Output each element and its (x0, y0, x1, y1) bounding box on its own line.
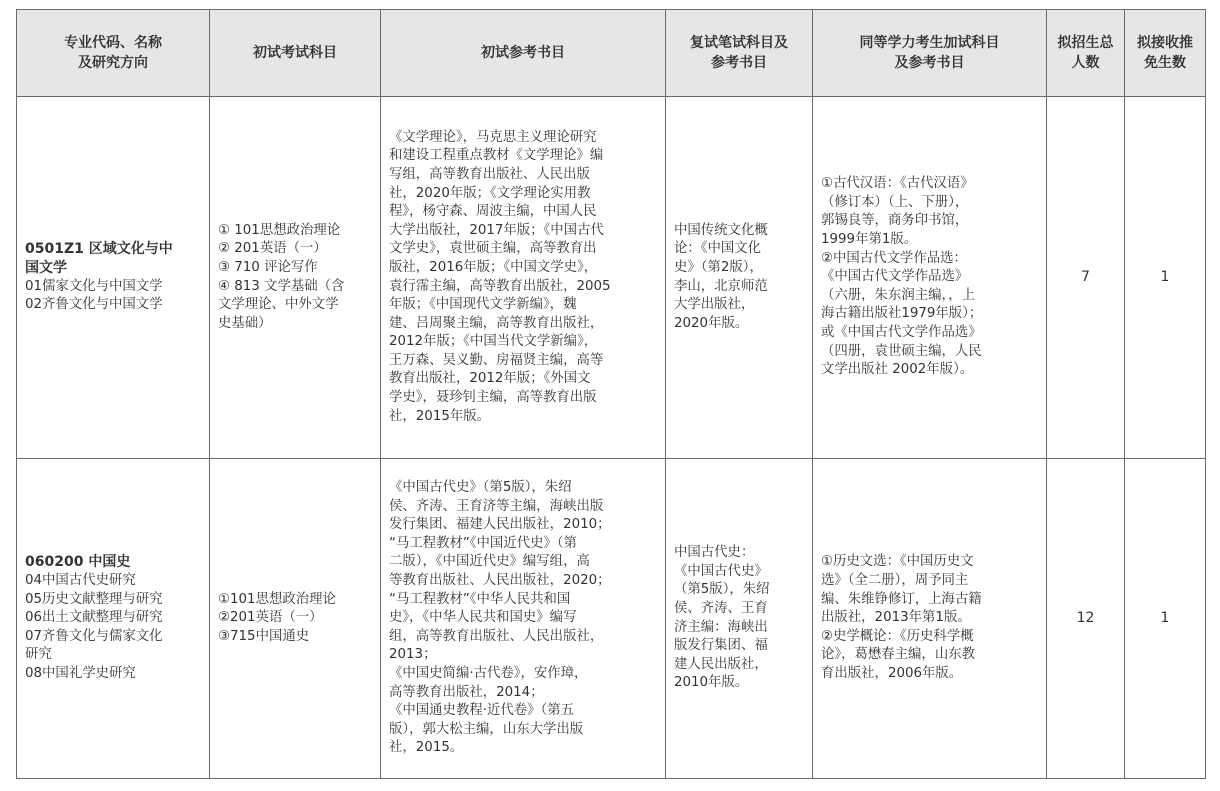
cell-text-line: 学史》，聂珍钊主编，高等教育出版 (389, 390, 597, 406)
cell-text-line: ① 101思想政治理论 (218, 222, 341, 238)
cell-text-line: 《中国古代史》 (674, 563, 768, 579)
cell-text-line: 大学出版社， (674, 297, 755, 313)
cell-text-line: 建人民出版社， (674, 656, 768, 672)
cell-text-line: 侯、齐涛、王育济等主编，海峡出版 (389, 498, 604, 514)
admissions-catalog-table (16, 9, 1206, 779)
cell-text-line: 高等教育出版社，2014； (389, 684, 544, 700)
cell-text-line: 文学史》，袁世硕主编，高等教育出 (389, 241, 597, 257)
cell-text-line: 等教育出版社、人民出版社，2020； (389, 573, 611, 589)
cell-text-line: 建、吕周聚主编，高等教育出版社， (389, 315, 604, 331)
cell-text-line: 《中国通史教程·近代卷》（第五 (389, 703, 575, 719)
cell-text-line: 《中国古代文学作品选》 (821, 269, 969, 285)
header-row (17, 10, 1206, 97)
cell-text-line: 郭锡良等，商务印书馆， (821, 213, 969, 229)
cell-text-line: 和建设工程重点教材《文学理论》编 (389, 148, 604, 164)
exempt-quota-cell: 1 (1125, 97, 1206, 459)
cell-text-line: 版社，2016年版；《中国文学史》， (389, 259, 598, 275)
cell-text-line: 1999年第1版。 (821, 232, 918, 248)
cell-text-line: 01儒家文化与中国文学 (25, 278, 163, 294)
col-header-initial-exam (210, 10, 381, 97)
cell-text-line: 教育出版社，2012年版；《外国文 (389, 371, 591, 387)
cell-text-line: 大学出版社，2017年版；《中国古代 (389, 222, 604, 238)
col-header-retest (666, 10, 813, 97)
cell-text-line: 李山，北京师范 (674, 278, 768, 294)
cell-text-line: 社，2015。 (389, 740, 464, 756)
cell-text-line: 育出版社，2006年版。 (821, 665, 963, 681)
cell-text-line: 04中国古代史研究 (25, 573, 136, 589)
cell-text-line: （第5版），朱绍 (674, 582, 770, 598)
cell-text-line: ①古代汉语：《古代汉语》 (821, 176, 974, 192)
total-quota-cell: 7 (1047, 97, 1125, 459)
cell-text-line: 史基础） (218, 315, 272, 331)
header-text-line: 参考书目 (711, 55, 767, 71)
header-text-line: 初试考试科目 (253, 45, 337, 61)
total-quota-cell: 12 (1047, 459, 1125, 779)
table-row (17, 459, 1206, 779)
header-text-line: 人数 (1071, 55, 1100, 71)
cell-text-line: 史》，《中华人民共和国史》编写 (389, 610, 577, 626)
cell-text-line: 05历史文献整理与研究 (25, 591, 163, 607)
major-cell (17, 97, 210, 459)
header-text-line: 同等学力考生加试科目 (859, 35, 1000, 51)
header-text-line: 及参考书目 (894, 55, 965, 71)
col-header-total-quota (1047, 10, 1125, 97)
cell-text-line: 中国传统文化概 (674, 222, 768, 238)
header-text-line: 拟招生总 (1057, 35, 1114, 51)
initial-exam-cell (210, 459, 381, 779)
major-code-title: 0501Z1 区域文化与中 (25, 241, 173, 258)
cell-text-line: 出版社，2013年第1版。 (821, 610, 971, 626)
cell-text-line: 社，2020年版；《文学理论实用教 (389, 185, 591, 201)
col-header-initial-books (381, 10, 666, 97)
exempt-quota-cell: 1 (1125, 459, 1206, 779)
cell-text-line: 社，2015年版。 (389, 408, 491, 424)
cell-text-line: “马工程教材”《中国近代史》（第 (389, 535, 577, 551)
cell-text-line: 海古籍出版社1979年版）； (821, 306, 983, 322)
cell-text-line: 06出土文献整理与研究 (25, 610, 163, 626)
header-text-line: 拟接收推 (1137, 35, 1193, 51)
cell-text-line: ①历史文选：《中国历史文 (821, 554, 974, 570)
cell-text-line: ③ 710 评论写作 (218, 259, 318, 275)
cell-text-line: ②中国古代文学作品选： (821, 250, 967, 266)
cell-text-line: 王万森、吴义勤、房福贤主编，高等 (389, 352, 604, 368)
retest-cell (666, 459, 813, 779)
cell-text-line: 《文学理论》，马克思主义理论研究 (389, 129, 597, 145)
cell-text-line: ①101思想政治理论 (218, 591, 336, 607)
cell-text-line: ② 201英语（一） (218, 241, 327, 257)
cell-text-line: 国文学 (25, 259, 67, 276)
cell-text-line: （六册，朱东润主编，，上 (821, 287, 975, 303)
cell-text-line: 2012年版；《中国当代文学新编》， (389, 334, 598, 350)
cell-text-line: 文学出版社 2002年版）。 (821, 362, 974, 378)
cell-text-line: （四册，袁世硕主编，人民 (821, 343, 982, 359)
cell-text-line: 史》（第2版）， (674, 259, 763, 275)
cell-text-line: 2010年版。 (674, 675, 749, 691)
major-cell (17, 459, 210, 779)
table-row (17, 97, 1206, 459)
cell-text-line: 中国古代史： (674, 545, 755, 561)
header-text-line: 初试参考书目 (481, 45, 565, 61)
initial-exam-cell (210, 97, 381, 459)
cell-text-line: 侯、齐涛、王育 (674, 600, 768, 616)
cell-text-line: 袁行霈主编，高等教育出版社，2005 (389, 278, 611, 294)
cell-text-line: 论》，葛懋春主编，山东教 (821, 647, 975, 663)
cell-text-line: 02齐鲁文化与中国文学 (25, 297, 163, 313)
cell-text-line: 《中国史简编·古代卷》，安作璋， (389, 665, 588, 681)
equivalent-extra-cell (813, 459, 1047, 779)
cell-text-line: 程》，杨守森、周波主编，中国人民 (389, 204, 597, 220)
cell-text-line: 07齐鲁文化与儒家文化 (25, 628, 163, 644)
cell-text-line: 二版），《中国近代史》编写组，高 (389, 554, 590, 570)
equivalent-extra-cell (813, 97, 1047, 459)
cell-text-line: 济主编：海峡出 (674, 619, 768, 635)
cell-text-line: 2013； (389, 647, 437, 663)
cell-text-line: 版发行集团、福 (674, 638, 768, 654)
cell-text-line: ④ 813 文学基础（含 (218, 278, 345, 294)
col-header-equivalent-extra (813, 10, 1047, 97)
col-header-exempt-quota (1125, 10, 1206, 97)
cell-text-line: 选》（全二册），周予同主 (821, 573, 969, 589)
cell-text-line: 论：《中国文化 (674, 241, 762, 257)
cell-text-line: “马工程教材”《中华人民共和国 (389, 591, 571, 607)
cell-text-line: 08中国礼学史研究 (25, 665, 136, 681)
cell-text-line: ②史学概论：《历史科学概 (821, 628, 974, 644)
cell-text-line: 文学理论、中外文学 (218, 297, 339, 313)
header-text-line: 复试笔试科目及 (690, 35, 788, 51)
cell-text-line: （修订本）（上、下册）， (821, 194, 969, 210)
initial-books-cell (381, 459, 666, 779)
cell-text-line: ③715中国通史 (218, 628, 310, 644)
cell-text-line: 《中国古代史》（第5版），朱绍 (389, 480, 572, 496)
cell-text-line: 2020年版。 (674, 315, 749, 331)
cell-text-line: 发行集团、福建人民出版社，2010； (389, 517, 611, 533)
cell-text-line: 写组，高等教育出版社、人民出版 (389, 166, 590, 182)
header-text-line: 及研究方向 (78, 55, 148, 71)
cell-text-line: 编、朱维铮修订，上海古籍 (821, 591, 982, 607)
cell-text-line: 研究 (25, 647, 52, 663)
header-text-line: 免生数 (1144, 55, 1186, 71)
retest-cell (666, 97, 813, 459)
cell-text-line: 或《中国古代文学作品选》 (821, 324, 982, 340)
cell-text-line: ②201英语（一） (218, 610, 323, 626)
initial-books-cell (381, 97, 666, 459)
major-code-title: 060200 中国史 (25, 554, 131, 571)
col-header-major (17, 10, 210, 97)
cell-text-line: 组，高等教育出版社、人民出版社， (389, 628, 604, 644)
cell-text-line: 版），郭大松主编，山东大学出版 (389, 721, 584, 737)
header-text-line: 专业代码、名称 (64, 35, 162, 51)
cell-text-line: 年版；《中国现代文学新编》，魏 (389, 297, 577, 313)
